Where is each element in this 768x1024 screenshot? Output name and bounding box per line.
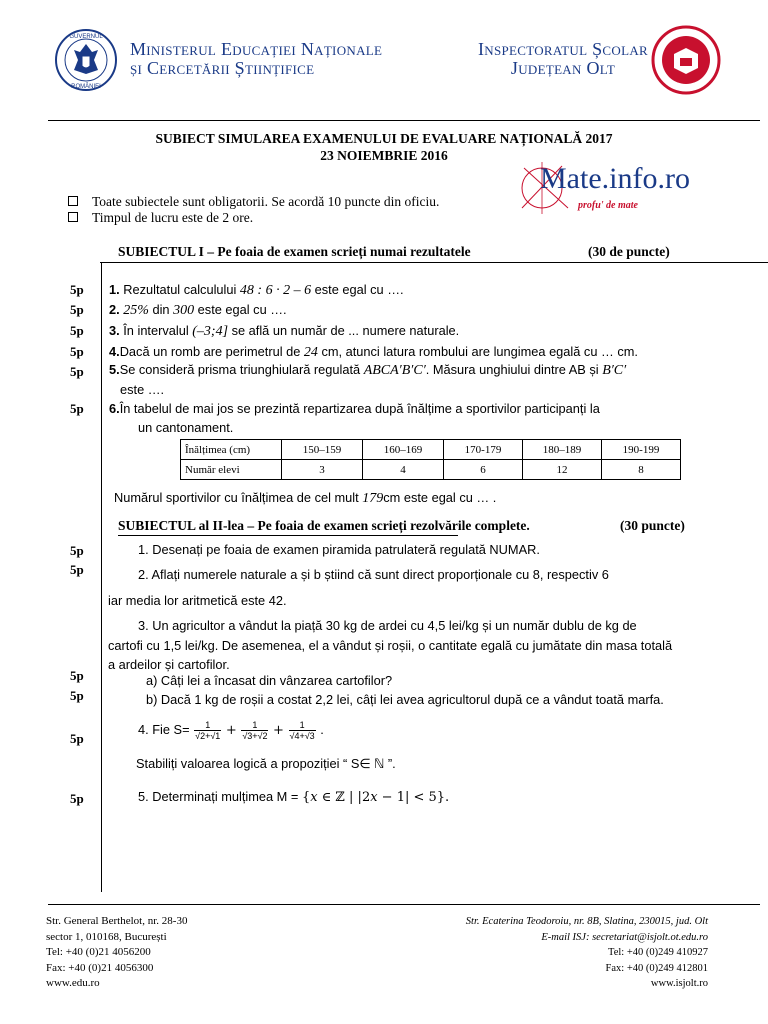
points-label: 5p: [70, 344, 84, 359]
ministry-name: [130, 40, 382, 78]
mate-info-watermark: [518, 158, 732, 222]
height-distribution-table: [180, 439, 681, 480]
table-cell: 190-199: [602, 440, 681, 460]
points-label: 5p: [70, 668, 84, 683]
question-6-line-2: un cantonament.: [138, 420, 234, 435]
question-ii-1: 1. Desenați pe foaia de examen piramida patrulateră regulată NUMAR.: [138, 542, 540, 557]
question-ii-3b: b) Dacă 1 kg de roșii a costat 2,2 lei, câți lei avea agricultorul după ce a vândut toată marfa.: [146, 692, 664, 707]
points-label: 5p: [70, 562, 84, 577]
footer-divider: [48, 904, 760, 905]
question-2: 2. 25% din 300 este egal cu ….: [109, 302, 287, 318]
inspectorate-logo: [650, 24, 722, 96]
question-6: 6.În tabelul de mai jos se prezintă repartizarea după înălțime a sportivilor participanți la: [109, 401, 600, 416]
question-ii-3-line-2: cartofi cu 1,5 lei/kg. De asemenea, el a vândut și roșii, o cantitate egală cu jumătate din masa totală: [108, 638, 673, 653]
website-link[interactable]: www.edu.ro: [46, 977, 100, 989]
table-cell: 12: [523, 460, 602, 480]
address-line: Str. Ecaterina Teodoroiu, nr. 8B, Slatina, 230015, jud. Olt: [465, 916, 708, 927]
exam-title: SUBIECT SIMULAREA EXAMENULUI DE EVALUARE NAȚIONALĂ 2017: [155, 131, 613, 146]
question-ii-3: 3. Un agricultor a vândut la piață 30 kg de ardei cu 4,5 lei/kg și un număr dublu de kg de: [138, 618, 637, 633]
address-line: Str. General Berthelot, nr. 28-30: [46, 915, 188, 927]
question-6-followup: Numărul sportivilor cu înălțimea de cel mult 179cm este egal cu … .: [114, 490, 497, 506]
inspectorate-name: [478, 40, 648, 78]
points-label: 5p: [70, 282, 84, 297]
question-5-line-2: este ….: [120, 382, 165, 397]
ministry-line-1: Ministerul Educației Naționale: [130, 39, 383, 59]
table-row: [181, 460, 681, 480]
question-ii-5: 5. Determinați mulțimea M = {𝑥 ∈ ℤ | |2𝑥 − 1| < 5}.: [138, 789, 450, 805]
fraction: $\frac{1}{√3+√2}$: [242, 720, 268, 741]
question-ii-2-line-2: iar media lor aritmetică este 42.: [108, 593, 287, 608]
svg-text:Mate.info.ro: Mate.info.ro: [540, 162, 690, 195]
ministry-address: [46, 914, 187, 992]
phone-line: Tel: +40 (0)249 410927: [608, 947, 708, 958]
subject-2-points: (30 puncte): [620, 518, 685, 533]
table-cell: 150–159: [282, 440, 363, 460]
inspectorate-line-2: Județean Olt: [510, 58, 616, 78]
fraction: $\frac{1}{√4+√3}$: [289, 720, 315, 741]
points-label: 5p: [70, 731, 84, 746]
question-3: 3. În intervalul (–3;4] se află un număr de ... numere naturale.: [109, 323, 460, 339]
table-cell: 170-179: [444, 440, 523, 460]
subject-2-heading: SUBIECTUL al II-lea – Pe foaia de examen scrieți rezolvările complete.: [118, 518, 530, 533]
website-link[interactable]: www.isjolt.ro: [650, 978, 708, 989]
question-4: 4.Dacă un romb are perimetrul de 24 cm, atunci latura rombului are lungimea egală cu … cm.: [109, 344, 638, 360]
points-label: 5p: [70, 791, 84, 806]
subject-1-rule: [100, 262, 768, 263]
question-ii-4: 4. Fie S= $\frac{1}{√2+√1}$ + $\frac{1}{√3+√2}$ + $\frac{1}{√4+√3}$ .: [138, 720, 324, 741]
points-label: 5p: [70, 688, 84, 703]
table-cell: 8: [602, 460, 681, 480]
points-label: 5p: [70, 543, 84, 558]
question-ii-4-line-2: Stabiliți valoarea logică a propoziției “ S∈ ℕ ”.: [136, 756, 396, 771]
instruction-item: Toate subiectele sunt obligatorii. Se acordă 10 puncte din oficiu.: [68, 194, 439, 210]
fraction: $\frac{1}{√2+√1}$: [195, 720, 221, 741]
inspectorate-line-1: Inspectoratul Școlar: [477, 39, 648, 59]
points-label: 5p: [70, 401, 84, 416]
table-cell: 180–189: [523, 440, 602, 460]
inspectorate-address: [466, 914, 708, 992]
checkbox-icon: [68, 212, 78, 222]
exam-date: 23 NOIEMBRIE 2016: [320, 148, 448, 163]
question-ii-3-line-3: a ardeilor și cartofilor.: [108, 657, 230, 672]
table-cell: 6: [444, 460, 523, 480]
fax-line: Fax: +40 (0)249 412801: [605, 962, 708, 974]
government-seal-logo: [54, 28, 118, 92]
table-cell: 4: [363, 460, 444, 480]
fax-line: Fax: +40 (0)21 4056300: [46, 961, 154, 974]
table-cell: Înălțimea (cm): [181, 440, 282, 460]
points-label: 5p: [70, 364, 84, 379]
question-ii-2: 2. Aflați numerele naturale a și b știind că sunt direct proporționale cu 8, respectiv 6: [138, 567, 609, 582]
svg-text:profu' de mate: profu' de mate: [578, 200, 638, 211]
svg-text:GUVERNUL: GUVERNUL: [69, 34, 103, 40]
question-1: 1. Rezultatul calculului 48 : 6 · 2 – 6 este egal cu ….: [109, 282, 404, 298]
checkbox-icon: [68, 196, 78, 206]
subject-1-points: (30 de puncte): [588, 244, 670, 259]
question-ii-3a: a) Câți lei a încasat din vânzarea cartofilor?: [146, 673, 393, 688]
points-label: 5p: [70, 323, 84, 338]
subject-2-underline: [118, 535, 458, 536]
table-cell: 160–169: [363, 440, 444, 460]
table-cell: 3: [282, 460, 363, 480]
subject-1-heading: SUBIECTUL I – Pe foaia de examen scrieți numai rezultatele: [118, 244, 471, 259]
table-cell: Număr elevi: [181, 460, 282, 480]
points-label: 5p: [70, 302, 84, 317]
address-line: sector 1, 010168, București: [46, 930, 167, 943]
header-divider: [48, 120, 760, 121]
table-row: [181, 440, 681, 460]
ministry-line-2: și Cercetării Științifice: [130, 58, 315, 78]
question-5: 5.Se consideră prisma triunghiulară regulată ABCA′B′C′. Măsura unghiului dintre AB și B′C′: [109, 362, 627, 378]
phone-line: Tel: +40 (0)21 4056200: [46, 946, 151, 958]
points-column-divider: [101, 262, 102, 892]
svg-text:ROMÂNIEI: ROMÂNIEI: [71, 84, 101, 90]
instruction-item: Timpul de lucru este de 2 ore.: [68, 210, 253, 226]
email-line[interactable]: E-mail ISJ: secretariat@isjolt.ot.edu.ro: [541, 931, 708, 943]
